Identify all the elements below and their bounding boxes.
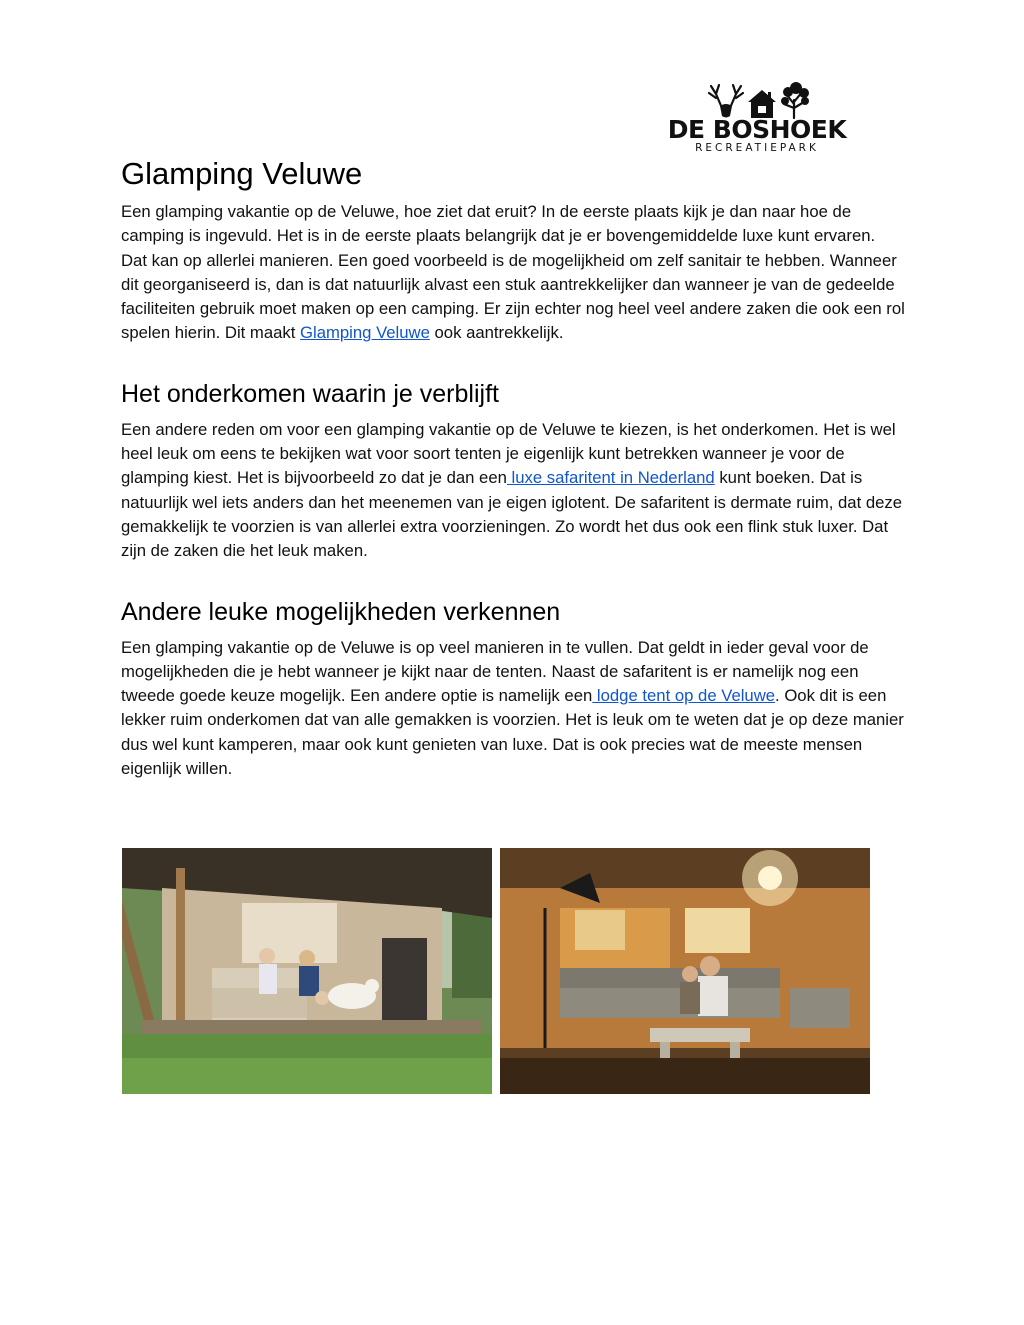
spacer — [121, 346, 905, 376]
section1-text: Een andere reden om voor een glamping vakantie op de Veluwe te kiezen, is het onderkomen. Het is wel heel leuk om eens te bekijken wat voor soort tenten je eigenlijk kunt betrekken wanneer je voor de glamping kiest. Het is bijvoorbeeld zo dat je dan een — [121, 419, 896, 488]
deer-house-tree-icon — [664, 80, 850, 120]
intro-paragraph — [121, 200, 905, 346]
section-paragraph-mogelijkheden — [121, 636, 905, 782]
boshoek-logo[interactable] — [664, 80, 850, 160]
safari-tent-exterior-photo — [122, 848, 492, 1094]
intro-text-end: ook aantrekkelijk. — [429, 323, 564, 343]
spacer — [121, 564, 905, 594]
logo-subtitle: RECREATIEPARK — [695, 142, 819, 154]
lodge-tent-interior-photo — [500, 848, 870, 1094]
page-title: Glamping Veluwe — [121, 156, 363, 191]
photo-row — [122, 848, 870, 1094]
glamping-veluwe-link[interactable]: Glamping Veluwe — [300, 323, 430, 343]
section2-text-end: . Ook dit is een lekker ruim onderkomen dat van alle gemakken is voorzien. Het is leuk om te weten dat je op deze manier dus wel kunt kamperen, maar ook kunt genieten van luxe. Dat is ook precies wat de meeste mensen eigenlijk willen. — [121, 686, 904, 779]
section-heading-mogelijkheden: Andere leuke mogelijkheden verkennen — [121, 597, 561, 626]
safaritent-link[interactable]: luxe safaritent in Nederland — [506, 468, 715, 488]
article — [121, 152, 905, 781]
section-heading-onderkomen: Het onderkomen waarin je verblijft — [121, 379, 499, 408]
logo-name: DE BOSHOEK — [667, 115, 847, 144]
section2-text: Een glamping vakantie op de Veluwe is op veel manieren in te vullen. Dat geldt in ieder geval voor de mogelijkheden die je hebt wanneer je kijkt naar de tenten. Naast de safaritent is er namelijk nog een tweede goede keuze mogelijk. Een andere optie is namelijk een — [121, 637, 869, 706]
intro-text: Een glamping vakantie op de Veluwe, hoe ziet dat eruit? In de eerste plaats kijk je dan naar hoe de camping is ingevuld. Het is in de eerste plaats belangrijk dat je er bovengemiddelde luxe kunt ervaren. Dat kan op allerlei manieren. Een goed voorbeeld is de mogelijkheid om zelf sanitair te hebben. Wanneer dit georganiseerd is, dan is dat natuurlijk alvast een stuk aantrekkelijker dan wanneer je van de gedeelde faciliteiten gebruik moet maken op een camping. Er zijn echter nog heel veel andere zaken die ook een rol spelen hierin. Dit maakt — [121, 202, 905, 343]
section1-text-end: kunt boeken. Dat is natuurlijk wel iets anders dan het meenemen van je eigen iglotent. De safaritent is dermate ruim, dat deze gemakkelijk te voorzien is van allerlei extra voorzieningen. Zo wordt het dus ook een flink stuk luxer. Dat zijn de zaken die het leuk maken. — [121, 468, 903, 561]
lodge-tent-link[interactable]: lodge tent op de Veluwe — [592, 686, 776, 706]
section-paragraph-onderkomen — [121, 418, 905, 564]
